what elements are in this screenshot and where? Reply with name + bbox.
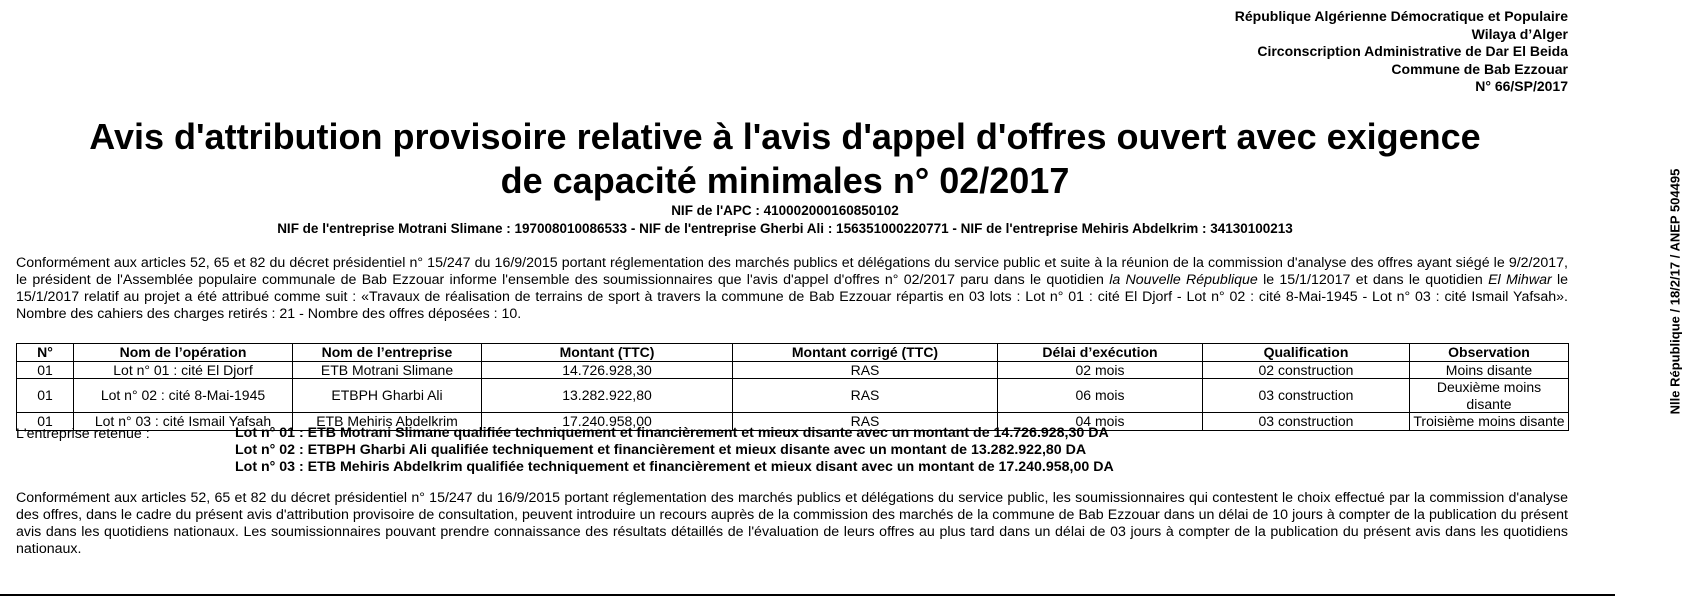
cell-numero: 01: [17, 379, 74, 413]
intro-part-3: le 15/1/2017 relatif au projet a été attribué comme suit : «Travaux de réalisation de terrains de sport à travers la commune de Bab Ezzouar répartis en 03 lots : Lot n° 01 : cité El Djorf - Lot n° 02 : cité 8-Mai-1945 - Lot n° 03 : cité Ismail Yafsah». Nombre des cahiers des charges retirés : 21 - Nombre des offres déposées : 10.: [16, 272, 1569, 322]
cell-entreprise: ETBPH Gharbi Ali: [293, 379, 482, 413]
cell-delai: 02 mois: [998, 361, 1203, 379]
cell-entreprise: ETB Mehiris Abdelkrim: [293, 413, 482, 431]
col-header-numero: N°: [17, 344, 74, 362]
cell-numero: 01: [17, 361, 74, 379]
header-line-reference: N° 66/SP/2017: [1475, 78, 1568, 94]
cell-entreprise: ETB Motrani Slimane: [293, 361, 482, 379]
cell-montant: 17.240.958,00: [482, 413, 733, 431]
cell-qualification: 03 construction: [1203, 413, 1410, 431]
cell-observation: Moins disante: [1410, 361, 1569, 379]
cell-observation: Troisième moins disante: [1410, 413, 1569, 431]
intro-part-1: Conformément aux articles 52, 65 et 82 du décret présidentiel n° 15/247 du 16/9/2015 portant réglementation des marchés publics et délégations du service public et suite à la réunion de la commission d'analyse des offres ayant siégé le 9/2/2017, le président de l'Assemblée populaire communale de Bab Ezzouar informe l'ensemble des soumissionnaires que l'avis d'appel d'offres n° 02/2017 paru dans le quotidien: [16, 255, 1568, 288]
cell-montant-corrige: RAS: [733, 379, 998, 413]
header-line-circonscription: Circonscription Administrative de Dar El Beida: [1257, 43, 1568, 59]
title-line-2: de capacité minimales n° 02/2017: [500, 160, 1070, 201]
entreprise-retenue-list: [235, 425, 1114, 475]
cell-operation: Lot n° 01 : cité El Djorf: [74, 361, 293, 379]
closing-paragraph: Conformément aux articles 52, 65 et 82 du décret présidentiel n° 15/247 du 16/9/2015 portant réglementation des marchés publics et délégations du service public, les soumissionnaires qui contestent le choix effectué par la commission d'analyse des offres, dans le cadre du présent avis d'attribution provisoire de consultation, peuvent introduire un recours auprès de la commission des marchés de la commune de Bab Ezzouar dans un délai de 10 jours à compter de la publication du présent avis dans les quotidiens nationaux. Les soumissionnaires pouvant prendre connaissance des résultats détaillés de l'évaluation de leurs offres au plus tard dans un délai de 03 jours à compter de la publication du présent avis dans les quotidiens nationaux.: [16, 490, 1568, 557]
cell-observation: Deuxième moins disante: [1410, 379, 1569, 413]
col-header-montant: Montant (TTC): [482, 344, 733, 362]
intro-paragraph: [16, 255, 1568, 323]
nif-entreprises: NIF de l'entreprise Motrani Slimane : 197008010086533 - NIF de l'entreprise Gherbi Ali : 156351000220771 - NIF de l'entreprise Mehiris Abdelkrim : 34130100213: [277, 221, 1293, 236]
retenue-lot-1: Lot n° 01 : ETB Motrani Slimane qualifiée techniquement et financièrement et mieux disante avec un montant de 14.726.928,30 DA: [235, 425, 1109, 441]
retenue-lot-2: Lot n° 02 : ETBPH Gharbi Ali qualifiée techniquement et financièrement et mieux disante avec un montant de 13.282.922,80 DA: [235, 441, 1087, 458]
retenue-lot-3: Lot n° 03 : ETB Mehiris Abdelkrim qualifiée techniquement et financièrement et mieux disant avec un montant de 17.240.958,00 DA: [235, 458, 1114, 475]
header-line-republic: République Algérienne Démocratique et Populaire: [1234, 8, 1568, 24]
cell-delai: 06 mois: [998, 379, 1203, 413]
table-row: [17, 361, 1569, 379]
col-header-entreprise: Nom de l’entreprise: [293, 344, 482, 362]
issuer-header: [1235, 8, 1568, 96]
cell-montant: 13.282.922,80: [482, 379, 733, 413]
cell-montant: 14.726.928,30: [482, 361, 733, 379]
publication-reference: Nlle République / 18/2/17 / ANEP 504495: [1667, 168, 1683, 415]
col-header-montant-corrige: Montant corrigé (TTC): [733, 344, 998, 362]
title-line-1: Avis d'attribution provisoire relative à l'avis d'appel d'offres ouvert avec exigence: [89, 116, 1481, 157]
col-header-qualification: Qualification: [1203, 344, 1410, 362]
intro-part-2: le 15/1/12017 et dans le quotidien: [1257, 272, 1489, 288]
operations-table: [16, 343, 1569, 431]
cell-numero: 01: [17, 413, 74, 431]
cell-qualification: 02 construction: [1203, 361, 1410, 379]
col-header-operation: Nom de l’opération: [74, 344, 293, 362]
cell-operation: Lot n° 02 : cité 8-Mai-1945: [74, 379, 293, 413]
cell-montant-corrige: RAS: [733, 361, 998, 379]
nif-apc: NIF de l'APC : 410002000160850102: [671, 203, 899, 218]
table-row: [17, 379, 1569, 413]
newspaper-name-1: la Nouvelle République: [1109, 272, 1258, 288]
col-header-observation: Observation: [1410, 344, 1569, 362]
table-header-row: [17, 344, 1569, 362]
header-line-wilaya: Wilaya d’Alger: [1471, 25, 1568, 42]
bottom-divider: [0, 594, 1615, 596]
cell-qualification: 03 construction: [1203, 379, 1410, 413]
entreprise-retenue-label: L'entreprise retenue :: [16, 426, 150, 442]
newspaper-name-2: El Mihwar: [1488, 272, 1552, 288]
notice-title: [0, 115, 1570, 203]
cell-montant-corrige: RAS: [733, 413, 998, 431]
col-header-delai: Délai d’exécution: [998, 344, 1203, 362]
cell-delai: 04 mois: [998, 413, 1203, 431]
header-line-commune: Commune de Bab Ezzouar: [1391, 60, 1568, 77]
cell-operation: Lot n° 03 : cité Ismail Yafsah: [74, 413, 293, 431]
